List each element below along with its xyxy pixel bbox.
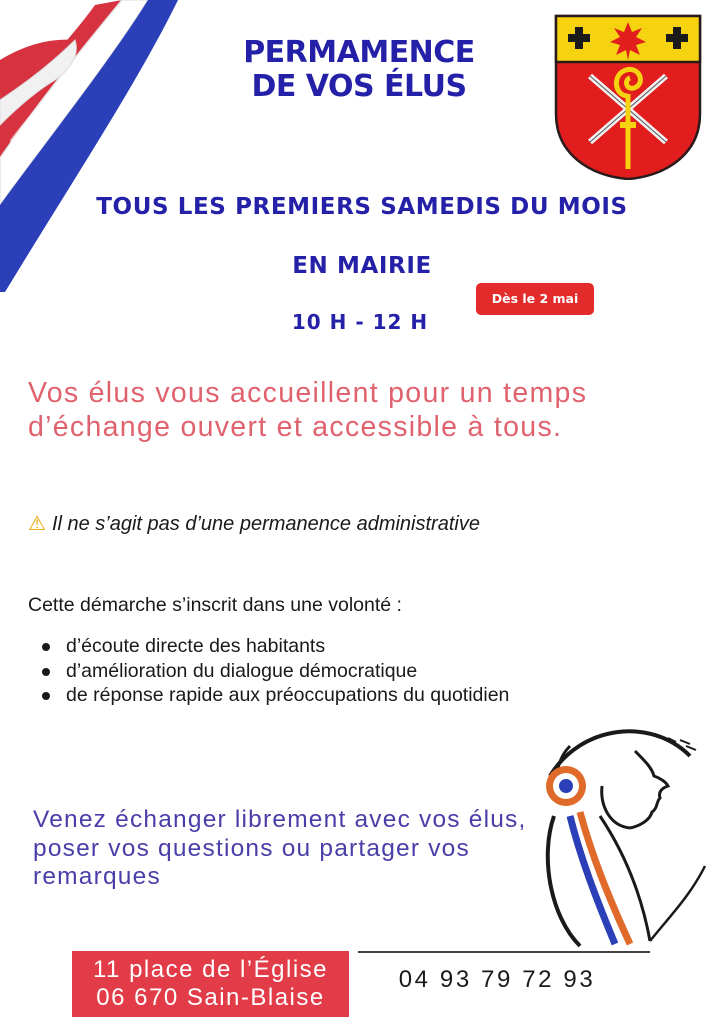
- warning-icon: ⚠: [28, 513, 46, 535]
- invite-text: Venez échanger librement avec vos élus, poser vos questions ou partager vos remarques: [33, 806, 527, 890]
- address-line-1: 11 place de l’Église: [92, 956, 329, 983]
- warning-notice: [28, 511, 688, 536]
- schedule-frequency: TOUS LES PREMIERS SAMEDIS DU MOIS: [96, 194, 628, 220]
- phone-number: 04 93 79 72 93: [398, 966, 596, 993]
- list-item: d’écoute directe des habitants: [66, 634, 509, 659]
- goals-list: [28, 634, 509, 708]
- list-item: de réponse rapide aux préoccupations du quotidien: [66, 684, 510, 706]
- warning-text: Il ne s’agit pas d’une permanence administrative: [51, 513, 480, 535]
- schedule-location: EN MAIRIE: [292, 253, 432, 279]
- page-title: [200, 36, 518, 104]
- schedule-hours: 10 H - 12 H: [291, 310, 429, 334]
- address-line-2: 06 670 Sain-Blaise: [96, 984, 325, 1011]
- welcome-text: Vos élus vous accueillent pour un temps d’échange ouvert et accessible à tous.: [28, 377, 588, 443]
- address-block: [72, 951, 349, 1017]
- divider: [358, 951, 650, 953]
- start-date-badge: Dès le 2 mai: [476, 283, 594, 315]
- marianne-illustration-icon: [540, 716, 724, 956]
- list-item: d’amélioration du dialogue démocratique: [66, 659, 509, 684]
- title-line-1: PERMAMENCE: [243, 35, 475, 70]
- title-line-2: DE VOS ÉLUS: [251, 69, 467, 104]
- intro-text: Cette démarche s’inscrit dans une volonté :: [28, 594, 402, 616]
- coat-of-arms-icon: [554, 14, 702, 180]
